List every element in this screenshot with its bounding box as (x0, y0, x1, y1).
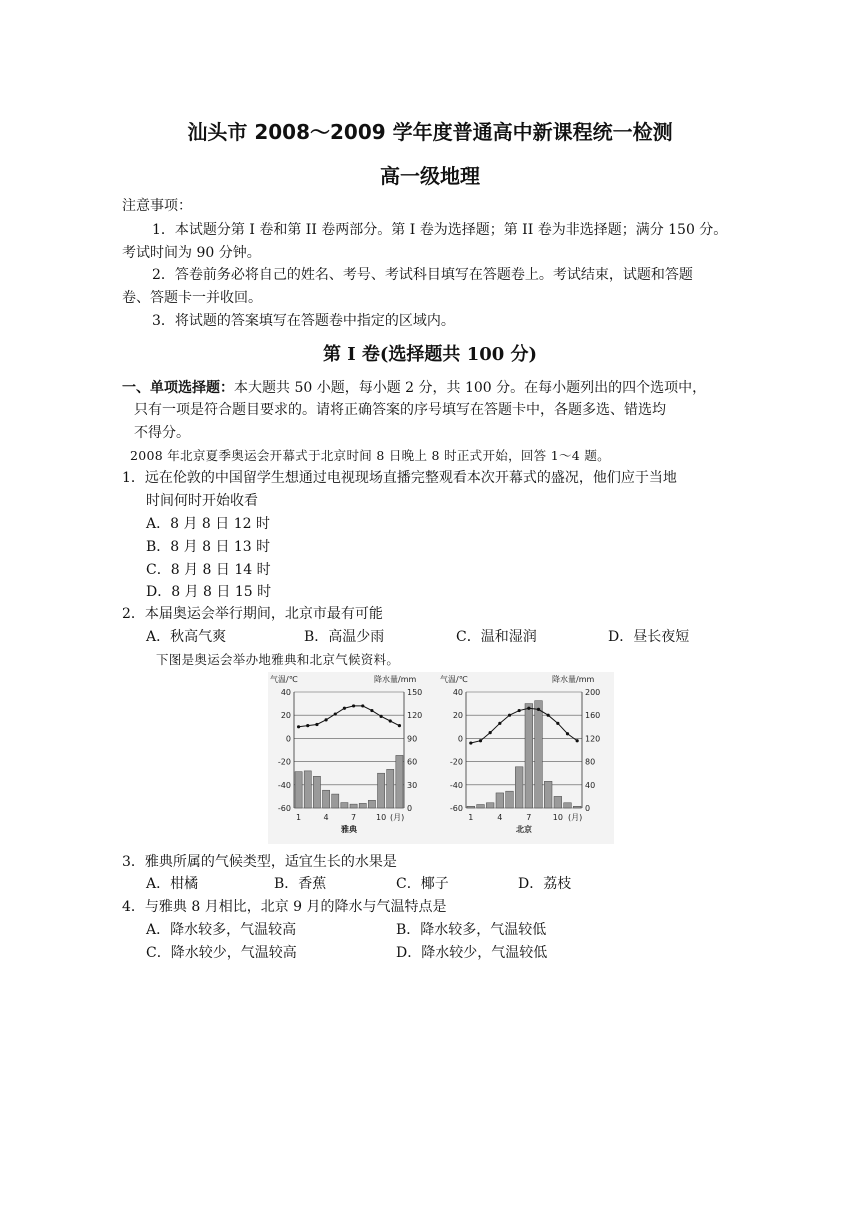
beijing-temp-tick-label: -60 (449, 804, 463, 813)
athens-temp-point (324, 718, 327, 721)
beijing-precip-bar (544, 781, 552, 808)
question-1-option-a: A．8 月 8 日 12 时 (146, 516, 270, 532)
question-2-option-c: C．温和湿润 (456, 629, 537, 645)
part-instructions (122, 378, 706, 398)
figure-caption: 下图是奥运会举办地雅典和北京气候资料。 (156, 652, 400, 667)
beijing-precip-bar (477, 805, 485, 808)
athens-temp-tick-label: -40 (277, 780, 291, 790)
question-intro: 2008 年北京夏季奥运会开幕式于北京时间 8 日晚上 8 时正式开始，回答 1～4 题。 (130, 448, 610, 463)
question-3-option-c: C．椰子 (396, 876, 449, 892)
question-4-option-b: B．降水较多，气温较低 (396, 922, 547, 938)
beijing-month-tick: 4 (497, 813, 503, 822)
part-instructions-cont-1: 只有一项是符合题目要求的。请将正确答案的序号填写在答题卡中，各题多选、错选均 (134, 402, 666, 418)
athens-temp-axis-label: 气温/℃ (270, 675, 298, 684)
section-title: 第 I 卷(选择题共 100 分) (322, 344, 538, 365)
beijing-temp-point (498, 722, 501, 725)
athens-precip-bar (341, 803, 348, 808)
beijing-precip-bar (535, 701, 543, 808)
athens-precip-bar (332, 794, 339, 808)
question-1-option-c: C．8 月 8 日 14 时 (146, 562, 271, 578)
part-text: 本大题共 50 小题，每小题 2 分，共 100 分。在每小题列出的四个选项中， (234, 380, 707, 396)
athens-precip-bar (313, 776, 320, 808)
athens-precip-tick-label: 0 (407, 804, 413, 813)
athens-precip-bar (387, 769, 394, 808)
question-2-option-b: B．高温少雨 (304, 629, 385, 645)
question-4-option-a: A．降水较多，气温较高 (146, 922, 297, 938)
beijing-temp-tick-label: 0 (457, 734, 463, 744)
question-3-option-a: A．柑橘 (146, 876, 199, 892)
part-instructions-cont-2: 不得分。 (134, 425, 190, 441)
beijing-precip-bar (496, 793, 504, 808)
athens-temp-tick-label: 20 (280, 711, 291, 721)
athens-temp-point (297, 725, 300, 728)
athens-precip-tick-label: 150 (407, 688, 423, 697)
notice-item-1-cont: 考试时间为 90 分钟。 (122, 245, 261, 261)
athens-precip-tick-label: 30 (407, 780, 418, 790)
beijing-temp-point (489, 731, 492, 734)
athens-precip-tick-label: 120 (407, 711, 423, 721)
beijing-temp-point (469, 741, 472, 744)
part-label: 一、单项选择题： (122, 380, 234, 396)
question-1-stem-cont: 时间何时开始收看 (146, 493, 258, 509)
beijing-temp-tick-label: -40 (449, 780, 463, 790)
question-2-option-a: A．秋高气爽 (146, 629, 227, 645)
athens-temp-point (370, 709, 373, 712)
athens-precip-bar (368, 800, 375, 808)
beijing-temp-point (518, 709, 521, 712)
beijing-temp-point (508, 714, 511, 717)
athens-temp-point (343, 707, 346, 710)
question-4-stem: 4．与雅典 8 月相比，北京 9 月的降水与气温特点是 (122, 899, 447, 915)
beijing-temp-point (537, 708, 540, 711)
athens-temp-point (306, 724, 309, 727)
beijing-precip-axis-label: 降水量/mm (552, 675, 595, 684)
beijing-temp-tick-label: 40 (452, 688, 463, 697)
beijing-month-tick: 7 (526, 813, 532, 822)
athens-precip-bar (304, 771, 311, 808)
athens-temp-point (389, 719, 392, 722)
beijing-month-tick: 1 (468, 813, 474, 822)
beijing-temp-axis-label: 气温/℃ (440, 675, 468, 684)
beijing-precip-bar (554, 796, 562, 808)
athens-temp-point (361, 704, 364, 707)
question-4-option-d: D．降水较少，气温较低 (396, 945, 548, 961)
beijing-precip-bar (506, 791, 514, 808)
beijing-precip-bar (486, 803, 494, 808)
athens-temp-point (379, 715, 382, 718)
athens-precip-bar (350, 804, 357, 808)
athens-precip-axis-label: 降水量/mm (374, 675, 417, 684)
athens-precip-bar (323, 790, 330, 808)
athens-precip-bar (359, 803, 366, 808)
beijing-month-unit: (月) (568, 813, 583, 822)
question-3-stem: 3．雅典所属的气候类型，适宜生长的水果是 (122, 854, 397, 870)
beijing-precip-tick-label: 200 (585, 688, 601, 697)
beijing-city-label: 北京 (516, 825, 532, 834)
notice-item-2-cont: 卷、答题卡一并收回。 (122, 290, 262, 306)
beijing-temp-tick-label: 20 (452, 711, 463, 721)
beijing-precip-tick-label: 120 (585, 734, 601, 744)
athens-month-tick: 1 (296, 813, 302, 822)
beijing-precip-tick-label: 40 (585, 780, 596, 790)
athens-temp-tick-label: 0 (285, 734, 291, 744)
question-4-option-c: C．降水较少，气温较高 (146, 945, 297, 961)
exam-title: 汕头市 2008～2009 学年度普通高中新课程统一检测 (187, 120, 673, 144)
notice-item-1: 1．本试题分第 I 卷和第 II 卷两部分。第 I 卷为选择题；第 II 卷为非选择题；满分 150 分。 (152, 222, 728, 238)
athens-temp-tick-label: -20 (277, 757, 291, 767)
beijing-temp-point (479, 739, 482, 742)
beijing-precip-bar (467, 806, 475, 808)
beijing-precip-bar (525, 704, 533, 808)
athens-precip-bar (295, 772, 302, 808)
athens-temp-tick-label: 40 (280, 688, 291, 697)
athens-temp-point (352, 704, 355, 707)
athens-temp-point (334, 712, 337, 715)
athens-month-tick: 4 (323, 813, 329, 822)
beijing-precip-tick-label: 160 (585, 711, 601, 721)
question-3-option-b: B．香蕉 (274, 876, 327, 892)
athens-precip-tick-label: 60 (407, 757, 418, 767)
beijing-temp-point (527, 707, 530, 710)
beijing-precip-bar (564, 803, 572, 808)
exam-subject: 高一级地理 (380, 164, 480, 188)
question-1-stem: 1．远在伦敦的中国留学生想通过电视现场直播完整观看本次开幕式的盛况，他们应于当地 (122, 470, 677, 486)
athens-month-unit: (月) (390, 813, 405, 822)
notice-item-3: 3．将试题的答案填写在答题卷中指定的区域内。 (152, 313, 455, 329)
notice-heading: 注意事项： (122, 198, 192, 214)
athens-precip-bar (396, 755, 403, 808)
beijing-temp-point (556, 722, 559, 725)
athens-climate-chart (268, 672, 438, 844)
athens-temp-point (398, 724, 401, 727)
question-2-option-d: D．昼长夜短 (608, 629, 690, 645)
athens-temp-tick-label: -60 (277, 804, 291, 813)
notice-item-2: 2．答卷前务必将自己的姓名、考号、考试科目填写在答题卷上。考试结束，试题和答题 (152, 267, 693, 283)
beijing-temp-point (566, 732, 569, 735)
athens-temp-point (315, 723, 318, 726)
beijing-precip-tick-label: 80 (585, 757, 596, 767)
beijing-precip-bar (515, 767, 523, 808)
question-2-stem: 2．本届奥运会举行期间，北京市最有可能 (122, 606, 383, 622)
athens-month-tick: 10 (375, 813, 387, 822)
beijing-precip-bar (573, 806, 581, 808)
question-1-option-d: D．8 月 8 日 15 时 (146, 584, 272, 600)
athens-precip-bar (378, 773, 385, 808)
beijing-climate-chart (438, 672, 614, 844)
beijing-temp-point (547, 714, 550, 717)
question-3-option-d: D．荔枝 (518, 876, 572, 892)
athens-city-label: 雅典 (341, 825, 357, 834)
beijing-precip-tick-label: 0 (585, 804, 591, 813)
athens-month-tick: 7 (351, 813, 357, 822)
beijing-temp-tick-label: -20 (449, 757, 463, 767)
beijing-temp-point (576, 739, 579, 742)
athens-precip-tick-label: 90 (407, 734, 418, 744)
beijing-month-tick: 10 (552, 813, 563, 822)
question-1-option-b: B．8 月 8 日 13 时 (146, 539, 271, 555)
